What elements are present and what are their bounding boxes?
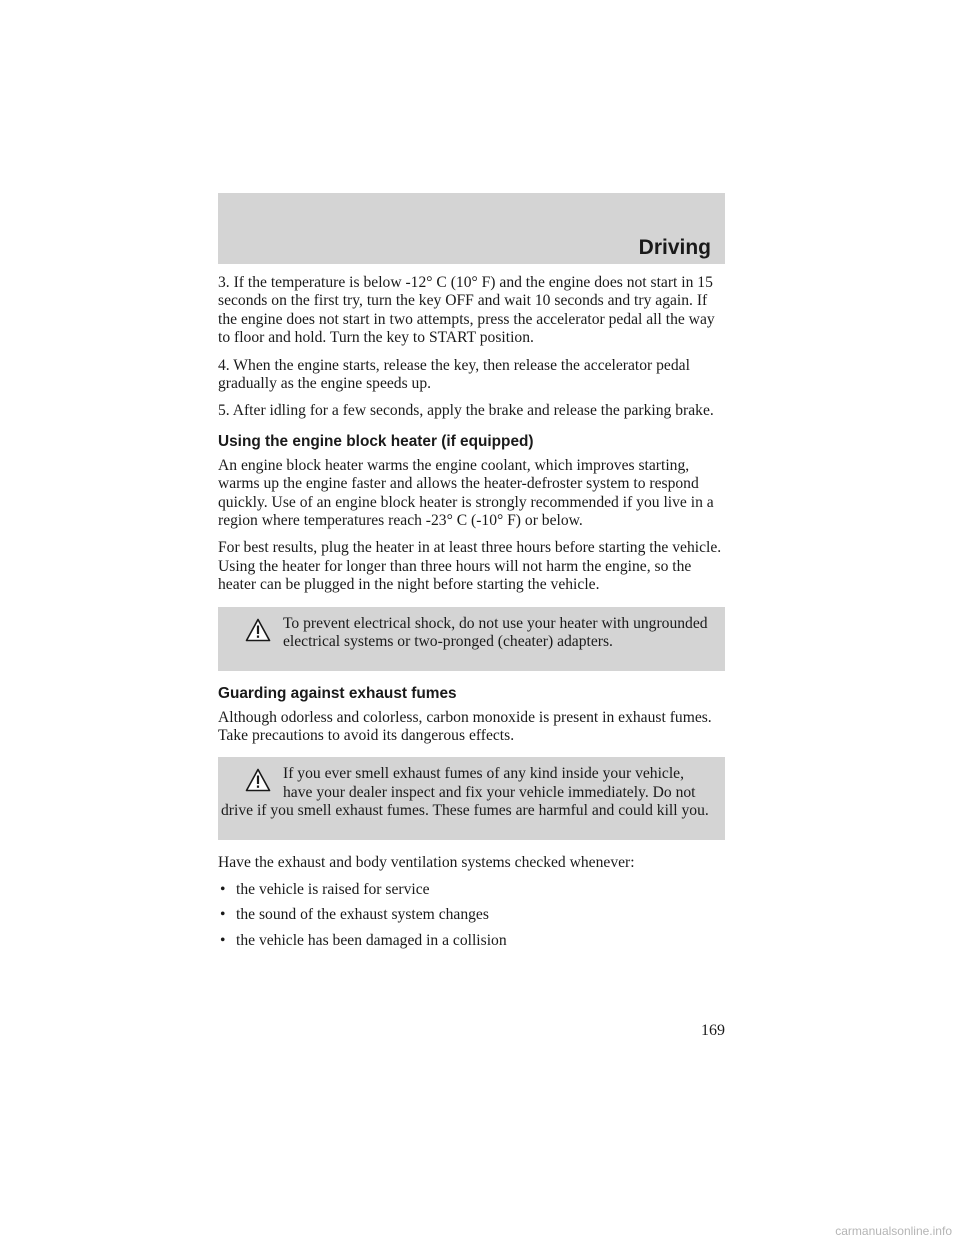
paragraph-step-3: 3. If the temperature is below -12° C (10° F) and the engine does not start in 15 seconds on the first try, turn the key OFF and wait 10 seconds and try again. If the engine does not start in two attempts, press the accelerator pedal all the way to floor and hold. Turn the key to START position. bbox=[218, 274, 715, 347]
warning-box-exhaust bbox=[218, 757, 725, 839]
list-item: • the sound of the exhaust system changes bbox=[218, 906, 725, 924]
page-content bbox=[218, 274, 725, 957]
watermark: carmanualsonline.info bbox=[835, 1224, 952, 1238]
paragraph-block-heater-1: An engine block heater warms the engine coolant, which improves starting, warms up the engine faster and allows the heater-defroster system to respond quickly. Use of an engine block heater is strongly recommended if you live in a region where temperatures reach -23° C (-10° F) or below. bbox=[218, 456, 714, 530]
heading-exhaust: Guarding against exhaust fumes bbox=[218, 684, 457, 702]
paragraph-block-heater-2: For best results, plug the heater in at least three hours before starting the vehicle. Using the heater for longer than three hours will not harm the engine, so the heater can be plugged in the night before starting the vehicle. bbox=[218, 539, 722, 594]
section-title: Driving bbox=[638, 236, 711, 259]
warning-box-electrical bbox=[218, 607, 725, 671]
bullet-list bbox=[218, 881, 725, 950]
heading-block-heater: Using the engine block heater (if equipped) bbox=[218, 432, 534, 450]
list-item: • the vehicle has been damaged in a collision bbox=[218, 932, 725, 950]
warning-text-electrical: To prevent electrical shock, do not use your heater with ungrounded electrical systems or two-pronged (cheater) adapters. bbox=[283, 614, 708, 651]
paragraph-step-4: 4. When the engine starts, release the key, then release the accelerator pedal gradually as the engine speeds up. bbox=[218, 356, 690, 393]
paragraph-exhaust-1: Although odorless and colorless, carbon monoxide is present in exhaust fumes. Take precautions to avoid its dangerous effects. bbox=[218, 708, 712, 744]
paragraph-exhaust-2: Have the exhaust and body ventilation systems checked whenever: bbox=[218, 853, 635, 871]
warning-triangle-icon bbox=[245, 618, 271, 642]
page-number: 169 bbox=[701, 1022, 725, 1039]
list-item: • the vehicle is raised for service bbox=[218, 881, 725, 899]
paragraph-step-5: 5. After idling for a few seconds, apply the brake and release the parking brake. bbox=[218, 402, 714, 420]
warning-triangle-icon bbox=[245, 768, 271, 792]
section-header-band bbox=[218, 193, 725, 264]
warning-text-exhaust: If you ever smell exhaust fumes of any kind inside your vehicle, have your dealer inspect and fix your vehicle immediately. Do not drive if you smell exhaust fumes. These fumes are harmful and could kill you. bbox=[221, 765, 709, 820]
